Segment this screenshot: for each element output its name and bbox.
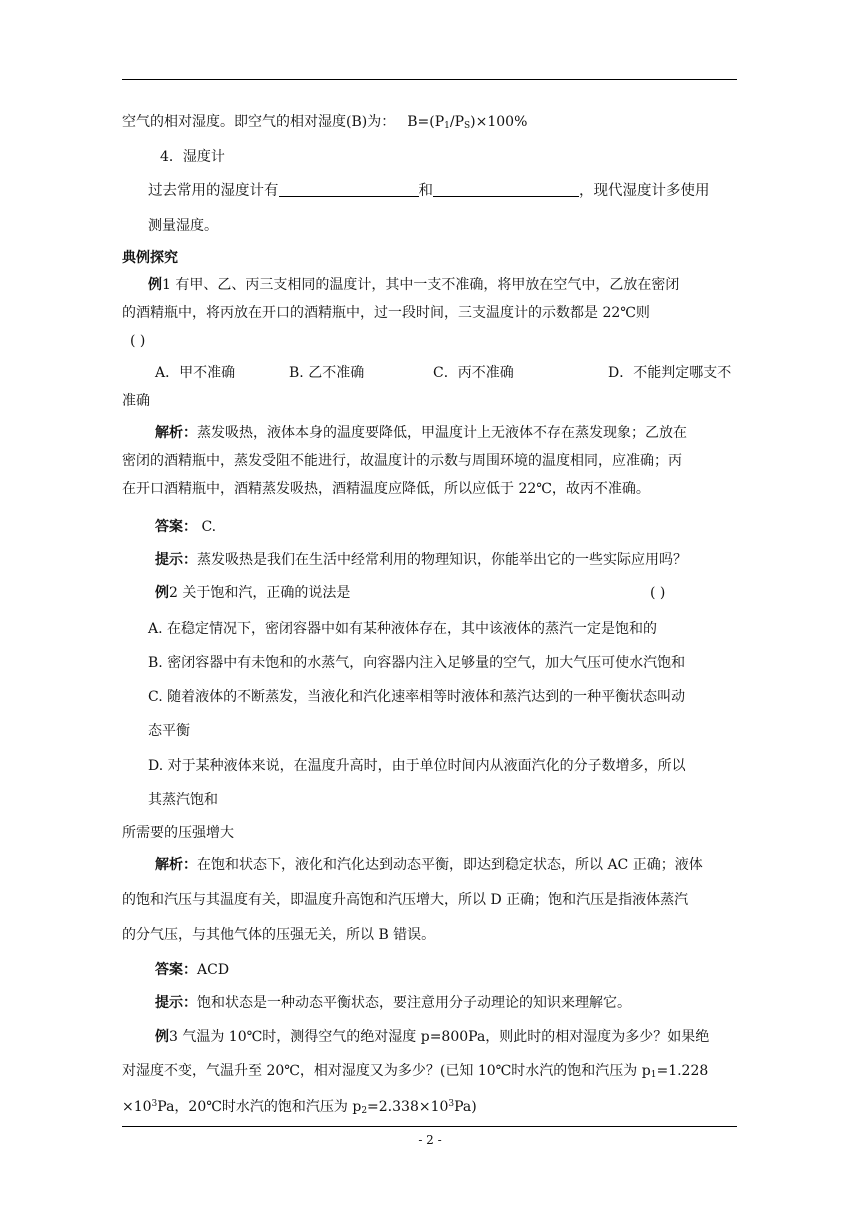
example-1-option-c[interactable]: C．丙不准确 <box>433 365 514 381</box>
formula-prefix: 空气的相对湿度。即空气的相对湿度(B)为： <box>122 114 396 130</box>
example-1-option-d[interactable]: D．不能判定哪支不 <box>608 365 732 381</box>
example-1-analysis-line-1 <box>155 423 687 443</box>
example-1-answer <box>155 517 216 537</box>
formula-subscript: S <box>464 121 471 131</box>
header-rule <box>122 79 737 80</box>
formula-subscript: 1 <box>444 121 450 131</box>
example-1-option-b[interactable]: B. 乙不准确 <box>289 365 365 381</box>
example-3-text: ×10 <box>122 1099 152 1115</box>
example-3-line-2 <box>122 1061 708 1085</box>
example-2-analysis-line-3: 的分气压，与其他气体的压强无关，所以 B 错误。 <box>122 927 436 943</box>
example-3-line-1 <box>155 1027 709 1047</box>
example-2-stem <box>155 583 350 603</box>
subscript: 1 <box>650 1070 657 1080</box>
hint-label: 提示： <box>155 552 197 568</box>
formula-part: B=(P <box>407 114 445 130</box>
example-2-option-c-continued: 态平衡 <box>148 723 190 739</box>
answer-label: 答案： <box>155 962 197 978</box>
example-3-text: 对湿度不变，气温升至 20℃，相对湿度又为多少？(已知 10℃时水汽的饱和汽压为 p <box>122 1063 651 1079</box>
hygrometer-fill-in-line <box>148 181 710 201</box>
superscript: 3 <box>448 1099 455 1109</box>
example-2-hint <box>155 993 631 1013</box>
analysis-label: 解析： <box>155 857 197 873</box>
formula-part: /P <box>449 114 464 130</box>
example-2-stem-text: 2 关于饱和汽，正确的说法是 <box>169 585 351 601</box>
example-2-answer-paren: ( ) <box>650 585 666 601</box>
example-1-analysis-line-3: 在开口酒精瓶中，酒精蒸发吸热，酒精温度应降低，所以应低于 22℃，故丙不准确。 <box>122 481 650 497</box>
example-2-option-d-continued: 其蒸汽饱和 <box>148 792 218 808</box>
answer-value: C. <box>197 519 217 535</box>
example-1-stem-text: 1 有甲、乙、丙三支相同的温度计，其中一支不准确，将甲放在空气中，乙放在密闭 <box>162 277 680 293</box>
example-1-analysis-line-2: 密闭的酒精瓶中，蒸发受阻不能进行，故温度计的示数与周围环境的温度相同，应准确；丙 <box>122 453 682 469</box>
example-2-option-a[interactable]: A. 在稳定情况下，密闭容器中如有某种液体存在，其中该液体的蒸汽一定是饱和的 <box>148 621 658 637</box>
heading-examples: 典例探究 <box>122 250 178 266</box>
example-2-answer <box>155 960 229 980</box>
example-3-text: 3 气温为 10℃时，测得空气的绝对湿度 p=800Pa，则此时的相对湿度为多少？如果绝 <box>169 1029 710 1045</box>
example-1-stem-line-2: 的酒精瓶中，将丙放在开口的酒精瓶中，过一段时间，三支温度计的示数都是 22℃则 <box>122 305 650 321</box>
relative-humidity-formula-line <box>122 112 527 136</box>
answer-label: 答案： <box>155 519 197 535</box>
example-1-label: 例 <box>148 277 162 293</box>
hint-label: 提示： <box>155 995 197 1011</box>
formula-part: )×100% <box>470 114 528 130</box>
answer-blank-1[interactable] <box>279 182 419 197</box>
example-3-text: Pa，20℃时水汽的饱和汽压为 p <box>157 1099 362 1115</box>
example-3-label: 例 <box>155 1029 169 1045</box>
subscript: 2 <box>361 1106 368 1116</box>
example-1-stem-line-1 <box>148 275 679 295</box>
example-2-label: 例 <box>155 585 169 601</box>
hygrometer-text: 过去常用的湿度计有 <box>148 183 279 199</box>
example-2-option-b[interactable]: B. 密闭容器中有未饱和的水蒸气，向容器内注入足够量的空气，加大气压可使水汽饱和 <box>148 655 686 671</box>
example-1-answer-paren: ( ) <box>130 333 146 349</box>
example-2-analysis-line-2: 的饱和汽压与其温度有关，即温度升高饱和汽压增大，所以 D 正确；饱和汽压是指液体蒸汽 <box>122 892 689 908</box>
example-3-text: Pa) <box>454 1099 477 1115</box>
hygrometer-text: 和 <box>418 183 433 199</box>
footer-rule <box>122 1126 737 1127</box>
example-2-option-d-continued-2: 所需要的压强增大 <box>122 825 234 841</box>
example-2-option-d[interactable]: D. 对于某种液体来说，在温度升高时，由于单位时间内从液面汽化的分子数增多，所以 <box>148 758 686 774</box>
example-3-line-3 <box>122 1094 477 1121</box>
superscript: 3 <box>151 1099 158 1109</box>
answer-blank-2[interactable] <box>433 182 579 197</box>
hint-text: 蒸发吸热是我们在生活中经常利用的物理知识，你能举出它的一些实际应用吗？ <box>197 552 687 568</box>
example-3-text: =2.338×10 <box>367 1099 449 1115</box>
answer-value: ACD <box>197 962 230 978</box>
hygrometer-text: 测量湿度。 <box>148 218 218 234</box>
hygrometer-text: ，现代湿度计多使用 <box>579 183 710 199</box>
example-1-option-a[interactable]: A．甲不准确 <box>155 365 236 381</box>
hint-text: 饱和状态是一种动态平衡状态，要注意用分子动理论的知识来理解它。 <box>197 995 631 1011</box>
example-1-hint <box>155 550 687 570</box>
page-number: - 2 - <box>418 1133 442 1147</box>
analysis-text: 蒸发吸热，液体本身的温度要降低，甲温度计上无液体不存在蒸发现象；乙放在 <box>197 425 687 441</box>
section-4-title: 4．湿度计 <box>160 149 225 165</box>
example-1-option-d-continued: 准确 <box>122 393 150 409</box>
analysis-label: 解析： <box>155 425 197 441</box>
example-2-analysis-line-1 <box>155 855 703 875</box>
example-3-text: =1.228 <box>656 1063 709 1079</box>
hygrometer-line-2 <box>148 216 218 236</box>
analysis-text: 在饱和状态下，液化和汽化达到动态平衡，即达到稳定状态，所以 AC 正确；液体 <box>197 857 703 873</box>
example-2-option-c[interactable]: C. 随着液体的不断蒸发，当液化和汽化速率相等时液体和蒸汽达到的一种平衡状态叫动 <box>148 689 686 705</box>
